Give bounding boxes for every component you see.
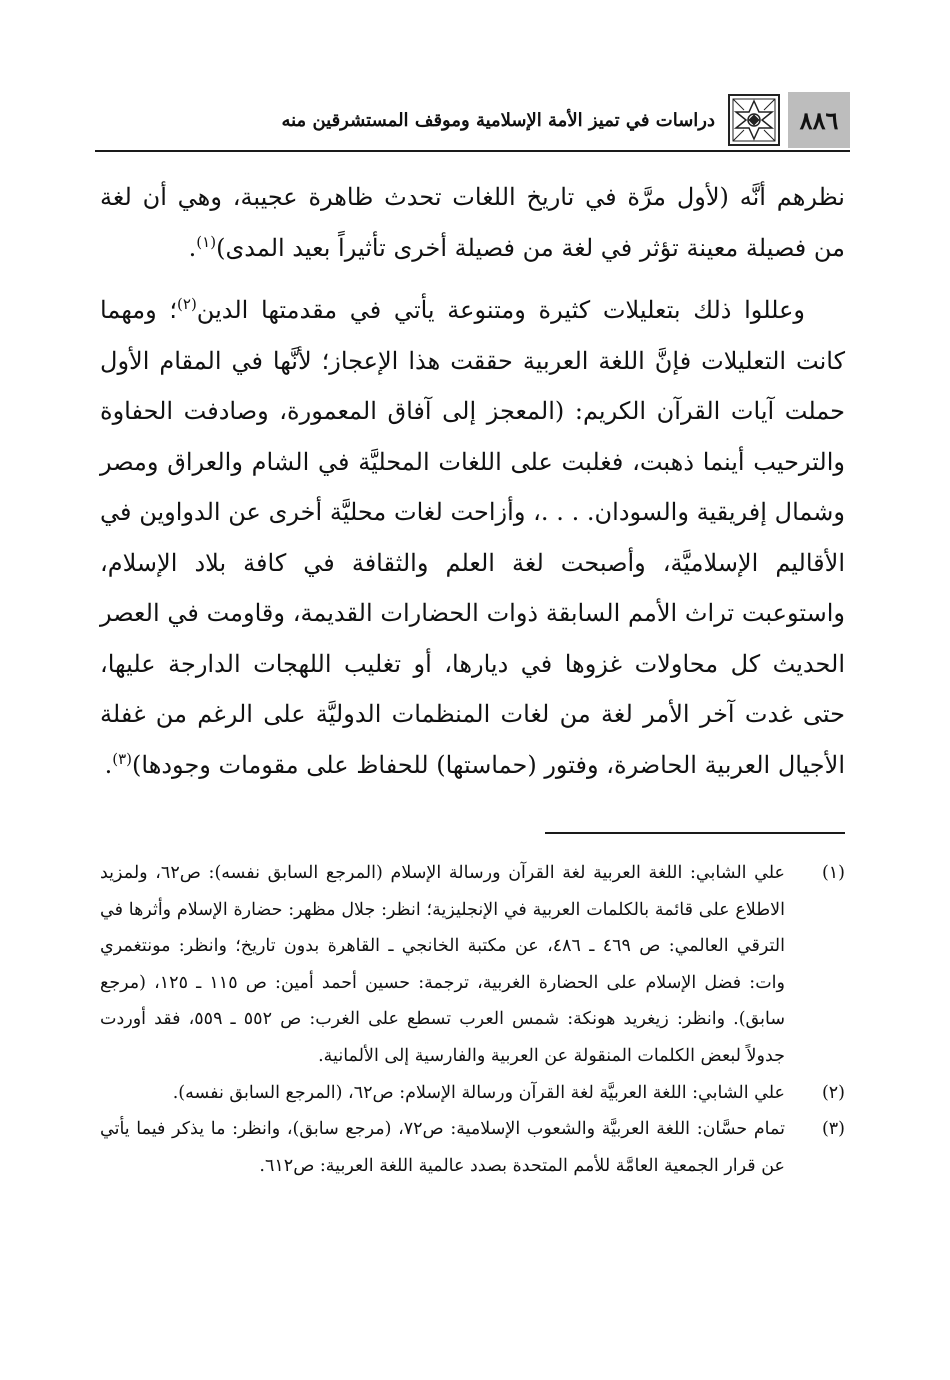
page-header (95, 92, 850, 152)
paragraph-2 (100, 285, 845, 790)
paragraph-2-continued: ؛ ومهما كانت التعليلات فإنَّ اللغة العربية حققت هذا الإعجاز؛ لأنَّها في المقام الأول حملت آيات القرآن الكريم: (المعجز إلى آفاق المعمورة، وصادفت الحفاوة والترحيب أينما ذهبت، فغلبت على اللغات المحليَّة في الشام والعراق ومصر وشمال إفريقية والسودان. . . .، وأزاحت لغات محليَّة أخرى عن الدواوين في الأقاليم الإسلاميَّة، وأصبحت لغة العلم والثقافة في كافة بلاد الإسلام، واستوعبت تراث الأمم السابقة ذوات الحضارات القديمة، وقاومت في العصر الحديث كل محاولات غزوها في ديارها، أو تغليب اللهجات الدارجة عليها، حتى غدت آخر الأمر لغة من لغات المنظمات الدوليَّة على الرغم من غفلة الأجيال العربية الحاضرة، وفتور (حماستها) للحفاظ على مقومات وجودها) (100, 296, 845, 779)
footnote-text: تمام حسَّان: اللغة العربيَّة والشعوب الإسلامية: ص٧٢، (مرجع سابق)، وانظر: ما يذكر فيما يأتي عن قرار الجمعية العامَّة للأمم المتحدة بصدد عالمية اللغة العربية: ص٦١٢. (100, 1119, 786, 1176)
footnote-ref-3: (٣) (112, 749, 133, 768)
paragraph-2-text: وعللوا ذلك بتعليلات كثيرة ومتنوعة يأتي في مقدمتها الدين (196, 296, 805, 324)
main-text (100, 172, 845, 790)
footnotes (100, 855, 845, 1184)
running-title: دراسات في تميز الأمة الإسلامية وموقف المستشرقين منه (281, 110, 715, 131)
footnote-number: (٢) (821, 1082, 845, 1103)
footnote-ref-1: (١) (196, 232, 217, 251)
footnote (100, 855, 845, 1075)
paragraph-1-text: نظرهم أنَّه (لأول مرَّة في تاريخ اللغات تحدث ظاهرة عجيبة، وهي أن لغة من فصيلة معينة تؤثر في لغة من فصيلة أخرى تأثيراً بعيد المدى) (100, 183, 845, 262)
footnote-text: علي الشابي: اللغة العربيَّة لغة القرآن ورسالة الإسلام: ص٦٢، (المرجع السابق نفسه). (172, 1082, 785, 1103)
footnote (100, 1111, 845, 1184)
ornament-icon (728, 94, 780, 146)
paragraph-2-end: . (104, 750, 113, 779)
footnote (100, 1075, 845, 1112)
footnote-number: (١) (821, 863, 845, 883)
page-number: ٨٨٦ (788, 92, 850, 148)
footnote-ref-2: (٢) (177, 295, 197, 313)
footnote-text: علي الشابي: اللغة العربية لغة القرآن ورسالة الإسلام (المرجع السابق نفسه): ص٦٢، ولمزيد الاطلاع على قائمة بالكلمات العربية في الإنجليزية؛ انظر: جلال مظهر: حضارة الإسلام وأثرها في الترقي العالمي: ص ٤٦٩ ـ ٤٨٦، عن مكتبة الخانجي ـ القاهرة بدون تاريخ؛ وانظر: مونتغمري وات: فضل الإسلام على الحضارة الغربية، ترجمة: حسين أحمد أمين: ص ١١٥ ـ ١٢٥، (مرجع سابق). وانظر: زيغريد هونكة: شمس العرب تسطع على الغرب: ص ٥٥٢ ـ ٥٥٩، فقد أوردت جدولاً لبعض الكلمات المنقولة عن العربية والفارسية إلى الألمانية. (100, 863, 786, 1066)
footnote-number: (٣) (821, 1119, 845, 1140)
paragraph-1-end: . (188, 233, 197, 262)
footnote-separator (545, 832, 845, 834)
paragraph-1 (100, 172, 845, 273)
